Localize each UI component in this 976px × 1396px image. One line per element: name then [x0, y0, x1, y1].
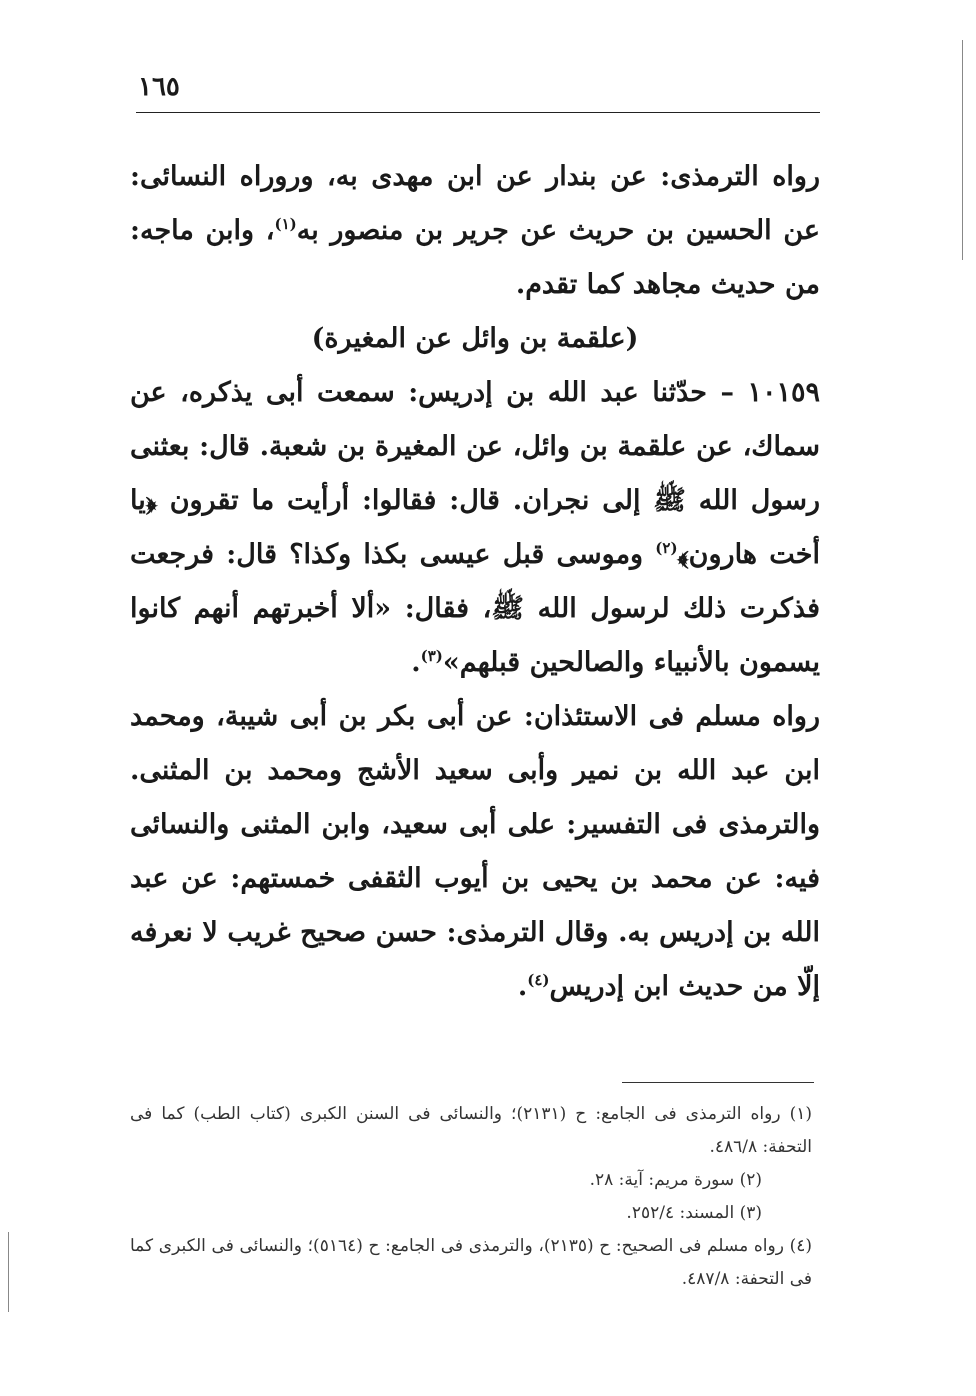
paragraph-tirmidhi-nasai — [130, 150, 820, 312]
scan-edge-line-left — [8, 1232, 9, 1312]
paragraph-hadith — [130, 366, 820, 690]
hadith-text: – حدّثنا عبد الله بن إدريس: سمعت أبى يذكره، عن سماك، عن علقمة بن وائل، عن المغيرة بن شعبة. قال: بعثنى رسول الله ﷺ إلى نجران. قال: فقالوا: أرأيت ما تقرون ﴿يا أخت هارون﴾ — [130, 377, 820, 570]
hadith-text: . — [411, 647, 421, 678]
paragraph-text: رواه مسلم فى الاستئذان: عن أبى بكر بن أبى شيبة، ومحمد ابن عبد الله بن نمير وأبى سعيد الأشج ومحمد بن المثنى. والترمذى فى التفسير: على أبى سعيد، وابن المثنى والنسائى فيه: عن محمد بن يحيى بن أيوب الثقفى خمستهم: عن عبد الله بن إدريس به. وقال الترمذى: حسن صحيح غريب لا نعرفه إلّا من حديث ابن إدريس — [130, 701, 820, 1002]
footnote-rule — [622, 1082, 814, 1083]
hadith-number: ١٠١٥٩ — [747, 377, 820, 408]
header-rule — [136, 112, 820, 113]
paragraph-text: ، وابن ماجه: من حديث مجاهد كما تقدم. — [130, 215, 820, 300]
footnote-ref-3: (٣) — [420, 647, 443, 665]
section-title: (علقمة بن وائل عن المغيرة) — [311, 323, 639, 354]
scan-edge-line — [962, 40, 963, 260]
footnote-ref-4: (٤) — [527, 971, 550, 989]
footnote-2: (٢) سورة مريم: آية: ٢٨. — [589, 1170, 762, 1190]
footnote-ref-2: (٢) — [655, 539, 678, 557]
footnote-1: (١) رواه الترمذى فى الجامع: ح (٢١٣١)؛ والنسائى فى السنن الكبرى (كتاب الطب) كما فى التحفة: ٤٨٦/٨. — [130, 1104, 812, 1157]
footnote-3: (٣) المسند: ٢٥٢/٤. — [626, 1203, 762, 1223]
footnotes — [130, 1098, 812, 1296]
body-text — [130, 150, 820, 1014]
paragraph-text: رواه الترمذى: عن بندار عن ابن مهدى به، وروراه النسائى: عن الحسين بن حريث عن جرير بن منصور به — [130, 161, 820, 246]
hadith-text: وموسى قبل عيسى بكذا وكذا؟ قال: فرجعت فذكرت ذلك لرسول الله ﷺ، فقال: «ألا أخبرتهم أنهم كانوا يسمون بالأنبياء والصالحين قبلهم» — [130, 539, 820, 678]
footnote-4: (٤) رواه مسلم فى الصحيح: ح (٢١٣٥)، والترمذى فى الجامع: ح (٥١٦٤)؛ والنسائى فى الكبرى كما فى التحفة: ٤٨٧/٨. — [130, 1236, 812, 1289]
paragraph-text: . — [517, 971, 528, 1002]
paragraph-muslim — [130, 690, 820, 1014]
footnote-ref-1: (١) — [274, 215, 297, 233]
page-number: ١٦٥ — [138, 72, 180, 102]
